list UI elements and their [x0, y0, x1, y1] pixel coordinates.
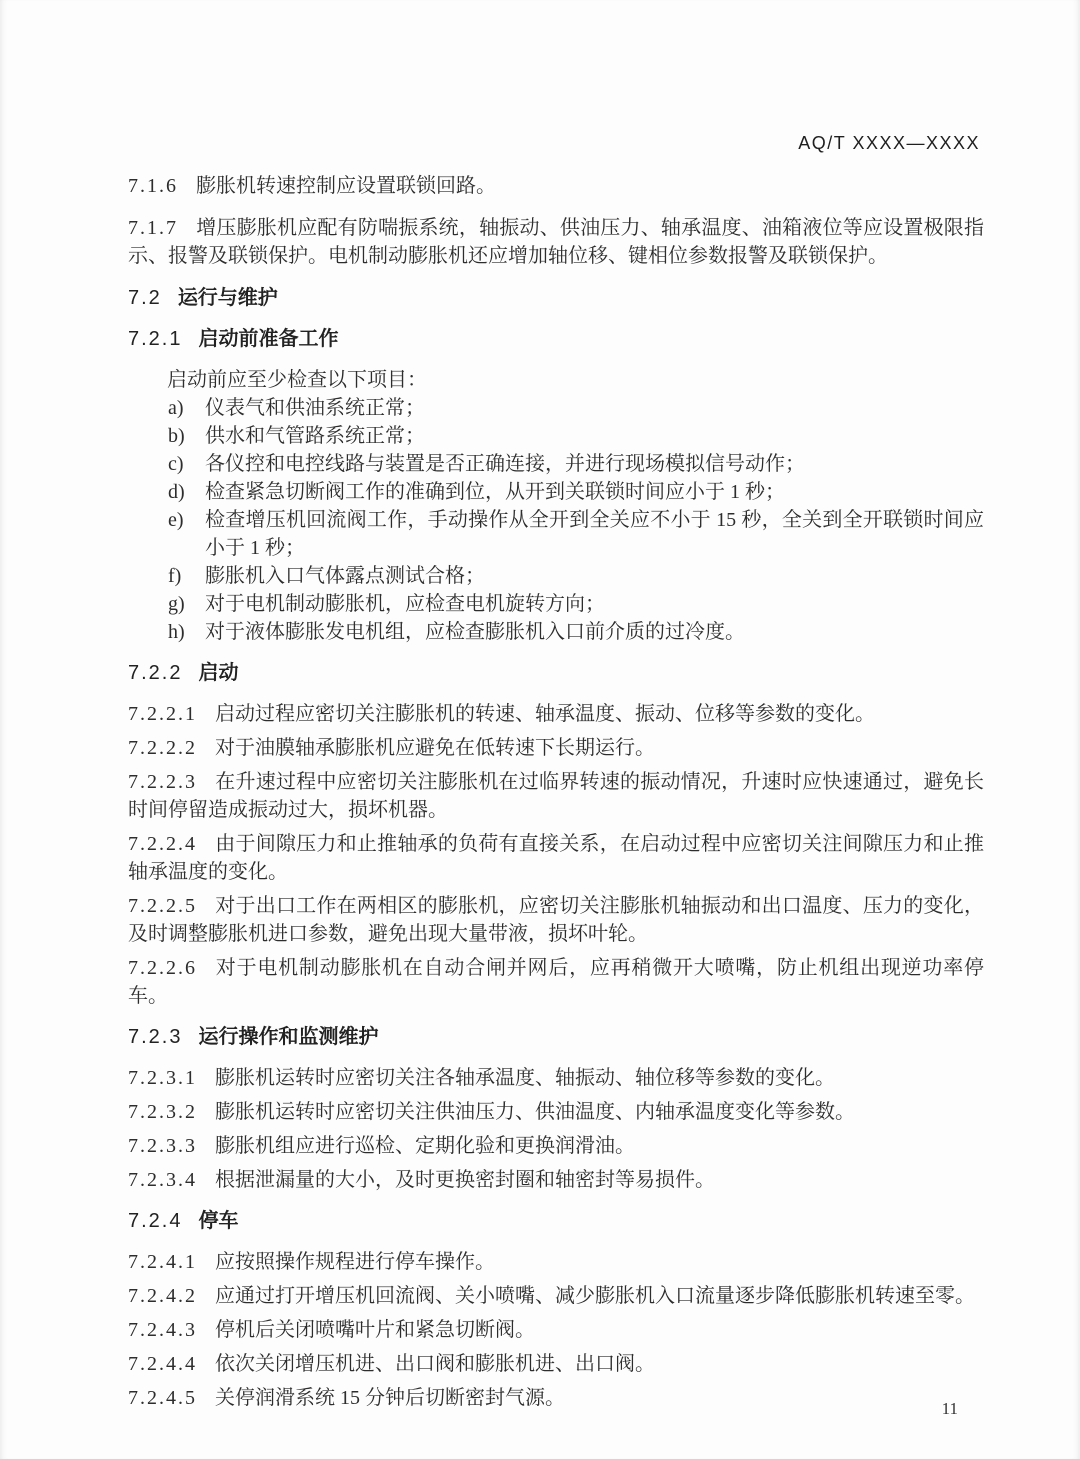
clause-number: 7.1.6 — [128, 175, 178, 197]
section-heading-7-2-3 — [128, 1023, 984, 1051]
clause-7-2-2-4 — [128, 830, 984, 886]
section-number: 7.2.3 — [128, 1026, 183, 1048]
page-number: 11 — [941, 1399, 958, 1418]
list-item-f — [128, 562, 984, 590]
clause-text: 膨胀机运转时应密切关注供油压力、供油温度、内轴承温度变化等参数。 — [215, 1101, 855, 1123]
clause-7-2-3-1 — [128, 1064, 984, 1092]
page-body — [128, 172, 984, 1418]
list-label: b) — [168, 425, 185, 447]
list-label: c) — [168, 453, 184, 475]
clause-7-2-3-3 — [128, 1132, 984, 1160]
list-text: 对于液体膨胀发电机组，应检查膨胀机入口前介质的过冷度。 — [205, 621, 745, 643]
section-number: 7.2 — [128, 287, 162, 309]
clause-text: 膨胀机运转时应密切关注各轴承温度、轴振动、轴位移等参数的变化。 — [215, 1067, 835, 1089]
clause-7-2-4-2 — [128, 1282, 984, 1310]
clause-7-2-2-3 — [128, 768, 984, 824]
list-label: e) — [168, 509, 184, 531]
section-title: 启动 — [198, 662, 239, 684]
clause-number: 7.2.4.4 — [128, 1353, 197, 1375]
clause-text: 依次关闭增压机进、出口阀和膨胀机进、出口阀。 — [215, 1353, 655, 1375]
list-text: 仪表气和供油系统正常； — [205, 397, 425, 419]
list-text: 检查增压机回流阀工作，手动操作从全开到全关应不小于 15 秒，全关到全开联锁时间应小于 1 秒； — [205, 509, 984, 559]
clause-7-2-4-3 — [128, 1316, 984, 1344]
clause-number: 7.2.4.5 — [128, 1387, 197, 1409]
clause-7-1-7 — [128, 214, 984, 270]
section-heading-7-2 — [128, 284, 984, 312]
clause-7-2-2-1 — [128, 700, 984, 728]
clause-text: 应通过打开增压机回流阀、关小喷嘴、减少膨胀机入口流量逐步降低膨胀机转速至零。 — [215, 1285, 975, 1307]
clause-7-2-2-5 — [128, 892, 984, 948]
list-item-c — [128, 450, 984, 478]
clause-number: 7.2.2.3 — [128, 771, 197, 793]
section-heading-7-2-1 — [128, 325, 984, 353]
clause-text: 对于电机制动膨胀机在自动合闸并网后，应再稍微开大喷嘴，防止机组出现逆功率停车。 — [128, 957, 984, 1007]
section-number: 7.2.1 — [128, 328, 183, 350]
clause-number: 7.2.2.6 — [128, 957, 197, 979]
list-item-h — [128, 618, 984, 646]
list-text: 对于电机制动膨胀机，应检查电机旋转方向； — [205, 593, 605, 615]
clause-7-2-2-2 — [128, 734, 984, 762]
list-text: 各仪控和电控线路与装置是否正确连接，并进行现场模拟信号动作； — [205, 453, 805, 475]
clause-number: 7.2.2.4 — [128, 833, 197, 855]
list-label: f) — [168, 565, 182, 587]
list-item-d — [128, 478, 984, 506]
checklist — [128, 394, 984, 646]
clause-number: 7.2.3.4 — [128, 1169, 197, 1191]
standard-code-header: AQ/T XXXX—XXXX — [798, 133, 980, 153]
clause-7-2-3-2 — [128, 1098, 984, 1126]
checklist-intro: 启动前应至少检查以下项目： — [167, 369, 427, 391]
list-label: g) — [168, 593, 185, 615]
clause-text: 关停润滑系统 15 分钟后切断密封气源。 — [215, 1387, 565, 1409]
clause-7-2-4-4 — [128, 1350, 984, 1378]
clause-text: 膨胀机组应进行巡检、定期化验和更换润滑油。 — [215, 1135, 635, 1157]
section-title: 停车 — [198, 1210, 239, 1232]
clause-number: 7.2.4.3 — [128, 1319, 197, 1341]
clause-7-2-4-1 — [128, 1248, 984, 1276]
list-text: 膨胀机入口气体露点测试合格； — [205, 565, 485, 587]
clause-number: 7.2.3.3 — [128, 1135, 197, 1157]
list-item-a — [128, 394, 984, 422]
section-number: 7.2.2 — [128, 662, 183, 684]
clause-text: 膨胀机转速控制应设置联锁回路。 — [196, 175, 496, 197]
list-item-e — [128, 506, 984, 562]
clause-number: 7.2.2.1 — [128, 703, 197, 725]
clause-text: 对于出口工作在两相区的膨胀机，应密切关注膨胀机轴振动和出口温度、压力的变化，及时调整膨胀机进口参数，避免出现大量带液，损坏叶轮。 — [128, 895, 984, 945]
clause-7-2-4-5 — [128, 1384, 984, 1412]
list-label: a) — [168, 397, 184, 419]
list-label: d) — [168, 481, 185, 503]
clause-text: 根据泄漏量的大小，及时更换密封圈和轴密封等易损件。 — [215, 1169, 715, 1191]
clause-7-2-2-6 — [128, 954, 984, 1010]
clause-number: 7.2.4.1 — [128, 1251, 197, 1273]
clause-text: 由于间隙压力和止推轴承的负荷有直接关系，在启动过程中应密切关注间隙压力和止推轴承温度的变化。 — [128, 833, 984, 883]
clause-text: 停机后关闭喷嘴叶片和紧急切断阀。 — [215, 1319, 535, 1341]
clause-text: 启动过程应密切关注膨胀机的转速、轴承温度、振动、位移等参数的变化。 — [215, 703, 875, 725]
list-text: 检查紧急切断阀工作的准确到位，从开到关联锁时间应小于 1 秒； — [205, 481, 785, 503]
section-title: 运行与维护 — [177, 287, 278, 309]
clause-number: 7.2.3.1 — [128, 1067, 197, 1089]
section-number: 7.2.4 — [128, 1210, 183, 1232]
clause-text: 在升速过程中应密切关注膨胀机在过临界转速的振动情况，升速时应快速通过，避免长时间停留造成振动过大，损坏机器。 — [128, 771, 984, 821]
clause-text: 对于油膜轴承膨胀机应避免在低转速下长期运行。 — [215, 737, 655, 759]
clause-number: 7.1.7 — [128, 217, 178, 239]
list-item-b — [128, 422, 984, 450]
clause-7-1-6 — [128, 172, 984, 200]
section-heading-7-2-2 — [128, 659, 984, 687]
list-label: h) — [168, 621, 185, 643]
clause-text: 应按照操作规程进行停车操作。 — [215, 1251, 495, 1273]
clause-number: 7.2.4.2 — [128, 1285, 197, 1307]
clause-text: 增压膨胀机应配有防喘振系统，轴振动、供油压力、轴承温度、油箱液位等应设置极限指示、报警及联锁保护。电机制动膨胀机还应增加轴位移、键相位参数报警及联锁保护。 — [128, 217, 984, 267]
section-title: 运行操作和监测维护 — [198, 1026, 379, 1048]
section-title: 启动前准备工作 — [198, 328, 339, 350]
clause-number: 7.2.2.5 — [128, 895, 197, 917]
clause-7-2-3-4 — [128, 1166, 984, 1194]
clause-number: 7.2.2.2 — [128, 737, 197, 759]
list-text: 供水和气管路系统正常； — [205, 425, 425, 447]
section-heading-7-2-4 — [128, 1207, 984, 1235]
clause-number: 7.2.3.2 — [128, 1101, 197, 1123]
list-item-g — [128, 590, 984, 618]
